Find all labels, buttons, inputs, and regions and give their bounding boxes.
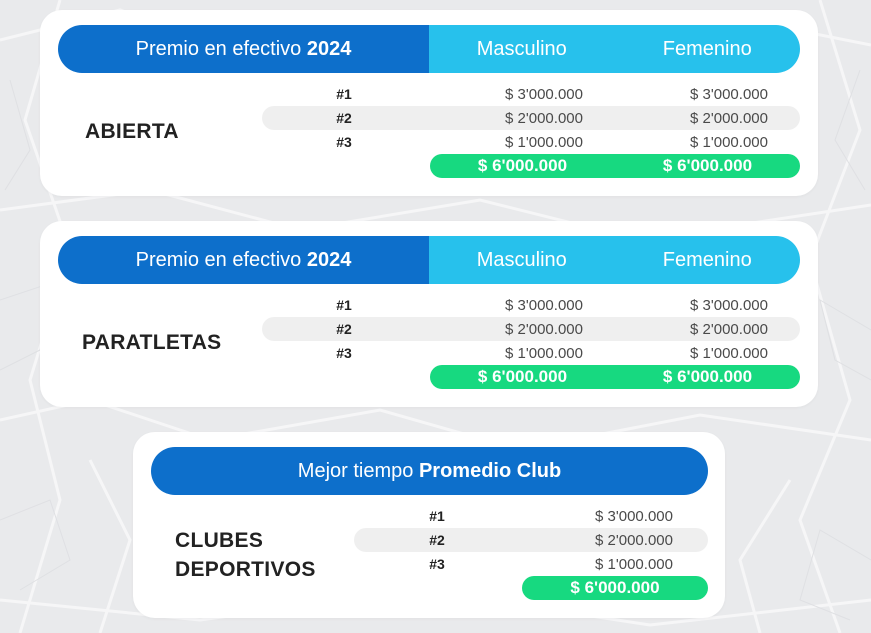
rank-label: #1 bbox=[336, 297, 352, 313]
prize-row bbox=[262, 317, 800, 341]
header-year: 2024 bbox=[306, 37, 352, 60]
prize-row bbox=[262, 82, 800, 106]
female-total: $ 6'000.000 bbox=[662, 367, 753, 386]
column-male: Masculino bbox=[476, 248, 567, 271]
club-prize: $ 3'000.000 bbox=[595, 507, 673, 525]
female-prize: $ 1'000.000 bbox=[690, 344, 768, 362]
rank-label: #2 bbox=[336, 321, 352, 337]
male-prize: $ 1'000.000 bbox=[505, 133, 583, 151]
club-prize: $ 1'000.000 bbox=[595, 555, 673, 573]
male-prize: $ 3'000.000 bbox=[505, 85, 583, 103]
prize-row bbox=[354, 552, 708, 576]
prize-table-header bbox=[58, 236, 800, 284]
prize-row bbox=[262, 106, 800, 130]
total-row bbox=[430, 154, 800, 178]
female-prize: $ 2'000.000 bbox=[690, 109, 768, 127]
male-prize: $ 2'000.000 bbox=[505, 109, 583, 127]
category-label: PARATLETAS bbox=[82, 331, 222, 354]
category-line: CLUBES bbox=[175, 529, 264, 552]
column-female: Femenino bbox=[662, 37, 752, 60]
prize-row bbox=[354, 504, 708, 528]
club-prize: $ 2'000.000 bbox=[595, 531, 673, 549]
prize-card-paratletas bbox=[40, 221, 818, 407]
category-label bbox=[175, 526, 316, 584]
male-prize: $ 1'000.000 bbox=[505, 344, 583, 362]
female-prize: $ 3'000.000 bbox=[690, 85, 768, 103]
female-prize: $ 2'000.000 bbox=[690, 320, 768, 338]
prize-table-header bbox=[58, 25, 800, 73]
male-total: $ 6'000.000 bbox=[477, 367, 568, 386]
total-row bbox=[430, 365, 800, 389]
rank-label: #1 bbox=[336, 86, 352, 102]
total-row bbox=[522, 576, 708, 600]
header-title-bold: Promedio Club bbox=[418, 459, 562, 482]
male-prize: $ 3'000.000 bbox=[505, 296, 583, 314]
header-title bbox=[58, 236, 429, 284]
male-prize: $ 2'000.000 bbox=[505, 320, 583, 338]
column-male: Masculino bbox=[476, 37, 567, 60]
male-total: $ 6'000.000 bbox=[477, 156, 568, 175]
rank-label: #3 bbox=[336, 345, 352, 361]
prize-row bbox=[262, 341, 800, 365]
column-female: Femenino bbox=[662, 248, 752, 271]
rank-label: #2 bbox=[429, 532, 445, 548]
female-prize: $ 3'000.000 bbox=[690, 296, 768, 314]
female-prize: $ 1'000.000 bbox=[690, 133, 768, 151]
female-total: $ 6'000.000 bbox=[662, 156, 753, 175]
header-title-text: Premio en efectivo bbox=[135, 248, 307, 271]
header-title bbox=[58, 25, 429, 73]
category-label: ABIERTA bbox=[85, 120, 179, 143]
prize-card-abierta bbox=[40, 10, 818, 196]
prize-card-clubes bbox=[133, 432, 725, 618]
category-line: DEPORTIVOS bbox=[175, 558, 316, 581]
rank-label: #2 bbox=[336, 110, 352, 126]
header-year: 2024 bbox=[306, 248, 352, 271]
club-total: $ 6'000.000 bbox=[570, 578, 660, 597]
rank-label: #3 bbox=[336, 134, 352, 150]
prize-table-header bbox=[151, 447, 708, 495]
prize-row bbox=[354, 528, 708, 552]
prize-row bbox=[262, 293, 800, 317]
prize-row bbox=[262, 130, 800, 154]
header-title-text: Mejor tiempo bbox=[297, 459, 419, 482]
header-title bbox=[151, 447, 708, 495]
rank-label: #1 bbox=[429, 508, 445, 524]
header-title-text: Premio en efectivo bbox=[135, 37, 307, 60]
rank-label: #3 bbox=[429, 556, 445, 572]
